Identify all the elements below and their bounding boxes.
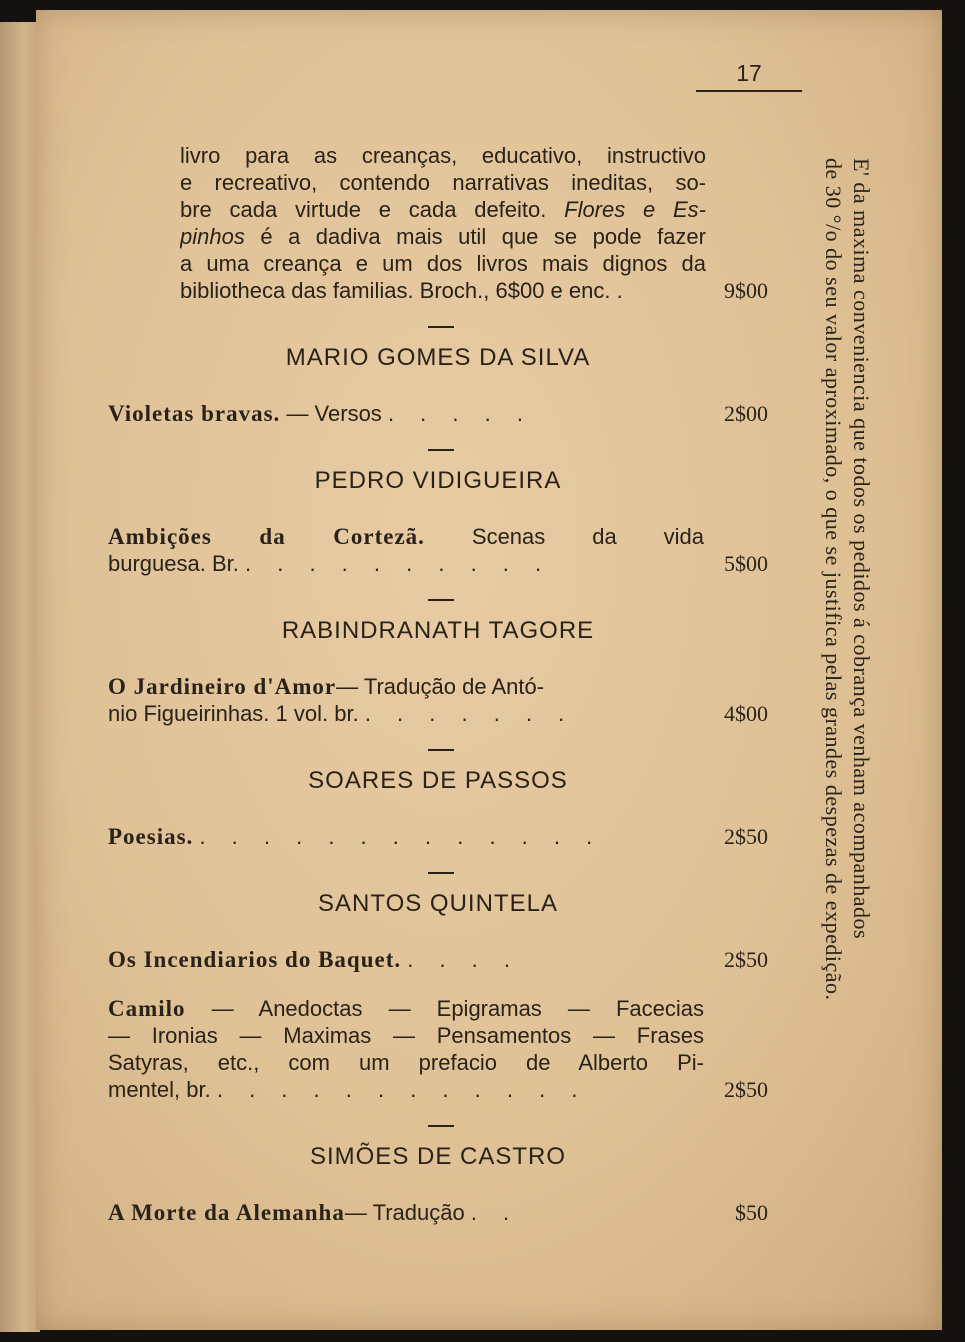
divider (428, 749, 454, 751)
book-description: mentel, br. (108, 1077, 211, 1102)
leader-dots: . . (470, 1200, 520, 1225)
book-description: — Anedoctas — Epigramas — Facecias (211, 996, 704, 1021)
divider (428, 1125, 454, 1127)
intro-price: 9$00 (724, 278, 768, 303)
author-heading: SANTOS QUINTELA (318, 890, 558, 917)
book-description: — Tradução (344, 1200, 465, 1225)
intro-line-text: bibliotheca das familias. Broch., 6$00 e enc. . (180, 278, 623, 303)
book-price: 2$00 (724, 401, 768, 426)
divider (428, 599, 454, 601)
book-entry (108, 823, 768, 850)
divider (428, 326, 454, 328)
divider (428, 449, 454, 451)
book-price: 5$00 (724, 551, 768, 576)
author-heading: MARIO GOMES DA SILVA (285, 344, 591, 371)
book-title: Ambições da Cortezã. (108, 524, 425, 549)
book-entry (108, 995, 704, 1022)
intro-line: livro para as creanças, educativo, instructivo (180, 143, 706, 168)
book-entry (108, 946, 768, 973)
author-heading: PEDRO VIDIGUEIRA (314, 467, 562, 494)
book-title: Os Incendiarios do Baquet. (108, 947, 402, 972)
book-price: 2$50 (724, 824, 768, 849)
book-title: Poesias. (108, 824, 194, 849)
book-title: A Morte da Alemanha (108, 1200, 345, 1225)
leader-dots: . . . . (407, 947, 521, 972)
intro-line (180, 223, 706, 250)
book-spine (0, 22, 40, 1332)
intro-price-row (108, 277, 768, 304)
leader-dots: . . . . . . . . . . . . (216, 1077, 588, 1102)
book-entry-line2 (108, 550, 768, 577)
author-heading: RABINDRANATH TAGORE (281, 617, 595, 644)
book-description: — Versos (286, 401, 382, 426)
book-entry (108, 673, 704, 700)
book-entry-line2 (108, 1076, 768, 1103)
book-entry (108, 400, 768, 427)
author-heading: SOARES DE PASSOS (308, 767, 568, 794)
side-note (821, 158, 886, 1238)
divider (428, 872, 454, 874)
leader-dots: . . . . . . . . . . . . . (199, 824, 603, 849)
book-description: Scenas da vida (471, 524, 704, 549)
intro-line (180, 196, 706, 223)
book-description: Satyras, etc., com um prefacio de Alberto Pi- (108, 1050, 704, 1075)
side-note-line: de 30 °/o do seu valor aproximado, o que se justifica pelas grandes despezas de expedição. (821, 158, 846, 1001)
catalog-page (36, 10, 942, 1330)
book-title: O Jardineiro d'Amor (108, 674, 337, 699)
leader-dots: . . . . . . . . . . (245, 551, 552, 576)
book-price: 2$50 (724, 1077, 768, 1102)
intro-line-text: bre cada virtude e cada defeito. (180, 197, 547, 222)
intro-line: e recreativo, contendo narrativas ineditas, so- (180, 170, 706, 195)
book-description: — Ironias — Maximas — Pensamentos — Frases (108, 1023, 704, 1048)
book-entry-line2 (108, 700, 768, 727)
book-title: Camilo (108, 996, 186, 1021)
book-entry (108, 523, 704, 550)
intro-line-text: é a dadiva mais util que se pode fazer (260, 224, 706, 249)
intro-italic-word: pinhos (180, 224, 245, 249)
book-description: nio Figueirinhas. 1 vol. br. (108, 701, 359, 726)
leader-dots: . . . . . . . (364, 701, 575, 726)
book-price: 2$50 (724, 947, 768, 972)
book-description: — Tradução de Antó- (336, 674, 545, 699)
book-price: 4$00 (724, 701, 768, 726)
intro-italic-title: Flores e Es- (564, 197, 706, 222)
intro-line: a uma creança e um dos livros mais dignos da (180, 251, 706, 276)
leader-dots: . . . . . (387, 401, 533, 426)
book-description: burguesa. Br. (108, 551, 239, 576)
catalog-content (108, 142, 768, 1226)
side-note-line: E' da maxima conveniencia que todos os pedidos á cobrança venham acompanhados (849, 158, 874, 940)
page-number: 17 (696, 60, 802, 92)
book-title: Violetas bravas. (108, 401, 281, 426)
book-price: $50 (735, 1200, 768, 1225)
book-entry (108, 1199, 768, 1226)
author-heading: SIMÕES DE CASTRO (309, 1143, 567, 1170)
